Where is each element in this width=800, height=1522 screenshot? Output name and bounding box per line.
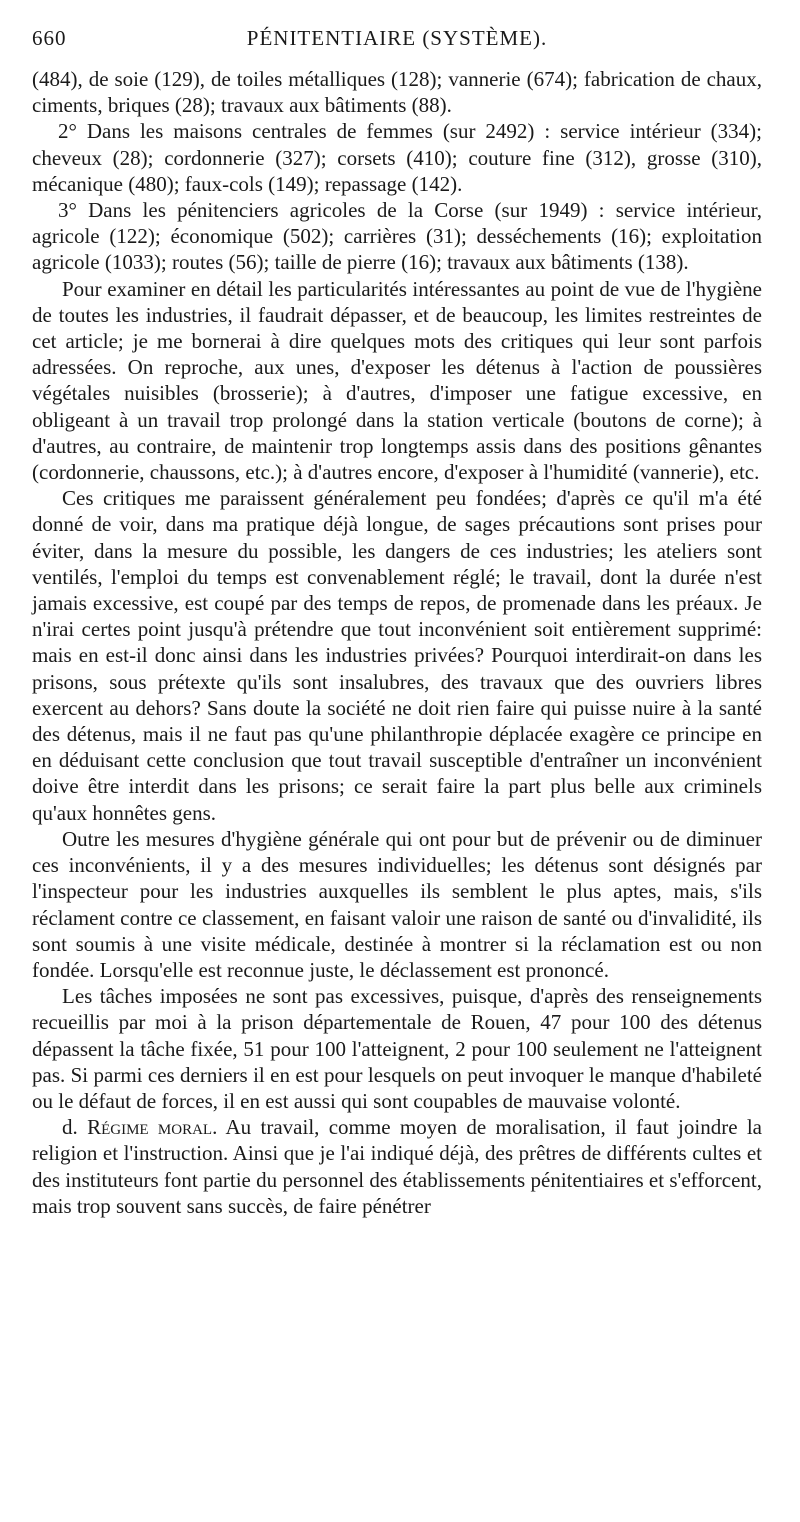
section-text: Au travail, comme moyen de moralisation, il faut joindre la religion et l'instruction. Ainsi que je l'ai indiqué déjà, des prêtres de différents cultes et des instituteurs font partie du personnel des établissements pénitentiaires et s'efforcent, mais trop souvent sans succès, de faire pénétrer [32,1115,763,1218]
body-text [32,66,762,1219]
page-header [32,26,762,66]
paragraph-tasks: Les tâches imposées ne sont pas excessives, puisque, d'après des renseignements recueillis par moi à la prison départementale de Rouen, 47 pour 100 des détenus dépassent la tâche fixée, 51 pour 100 l'atteignent, 2 pour 100 seulement ne l'atteignent pas. Si parmi ces derniers il en est pour lesquels on peut invoquer le manque d'habileté ou le défaut de forces, il en est aussi qui sont coupables de mauvaise volonté. [32,984,762,1113]
page-number: 660 [32,26,67,50]
paragraph-individual-measures: Outre les mesures d'hygiène générale qui ont pour but de prévenir ou de diminuer ces inconvénients, il y a des mesures individuelles; les détenus sont désignés par l'inspecteur pour les industries auxquelles ils semblent le plus aptes, mais, s'ils réclament contre ce classement, en faisant valoir une raison de santé ou d'invalidité, ils sont soumis à une visite médicale, destinée à montrer si la réclamation est ou non fondée. Lorsqu'elle est reconnue juste, le déclassement est prononcé. [32,826,762,982]
paragraph-continuation: (484), de soie (129), de toiles métalliques (128); vannerie (674); fabrication de chaux, ciments, briques (28); travaux aux bâtiments (88). [32,67,762,118]
paragraph-critiques: Ces critiques me paraissent généralement peu fondées; d'après ce qu'il m'a été donné de voir, dans ma pratique déjà longue, de sages précautions sont prises pour éviter, dans la mesure du possible, les dangers de ces industries; les ateliers sont ventilés, l'emploi du temps est convenablement réglé; le travail, dont la durée n'est jamais excessive, est coupé par des temps de repos, de promenade dans les préaux. Je n'irai certes point jusqu'à prétendre que tout inconvénient soit entièrement supprimé: mais en est-il donc ainsi dans les industries privées? Pourquoi interdirait-on dans les prisons, sous prétexte qu'ils sont insalubres, des travaux que des ouvriers libres exercent au dehors? Sans doute la société ne doit rien faire qui puisse nuire à la santé des détenus, mais il ne faut pas qu'une philanthropie déplacée exagère ce principe en en déduisant cette conclusion que tout travail susceptible d'entraîner un inconvénient doive être interdit dans les prisons; ce serait faire la part plus belle aux criminels qu'aux honnêtes gens. [32,486,762,825]
paragraph-women-prisons: 2° Dans les maisons centrales de femmes (sur 2492) : service intérieur (334); cheveux (28); cordonnerie (327); corsets (410); couture fine (312), grosse (310), mécanique (480); faux-cols (149); repassage (142). [32,119,762,196]
section-letter: d. [62,1115,88,1140]
section-heading: Régime moral. [87,1115,218,1140]
paragraph-industry-hygiene: Pour examiner en détail les particularités intéressantes au point de vue de l'hygiène de toutes les industries, il faudrait dépasser, et de beaucoup, les limites restreintes de cet article; je me bornerai à dire quelques mots des critiques qui leur sont parfois adressées. On reproche, aux unes, d'exposer les détenus à l'action de poussières végétales nuisibles (brosserie); à d'autres, d'imposer une fatigue excessive, en obligeant à un travail trop prolongé dans la station verticale (boutons de corne); à d'autres, au contraire, de maintenir trop longtemps assis dans des positions gênantes (cordonnerie, chaussons, etc.); à d'autres encore, d'exposer à l'humidité (vannerie), etc. [32,276,762,485]
running-title: PÉNITENTIAIRE (SYSTÈME). [246,26,548,50]
paragraph-moral-regime [32,1114,762,1219]
paragraph-corsica-penitentiaries: 3° Dans les pénitenciers agricoles de la Corse (sur 1949) : service intérieur, agricole (122); économique (502); carrières (31); desséchements (16); exploitation agricole (1033); routes (56); taille de pierre (16); travaux aux bâtiments (138). [32,198,762,275]
